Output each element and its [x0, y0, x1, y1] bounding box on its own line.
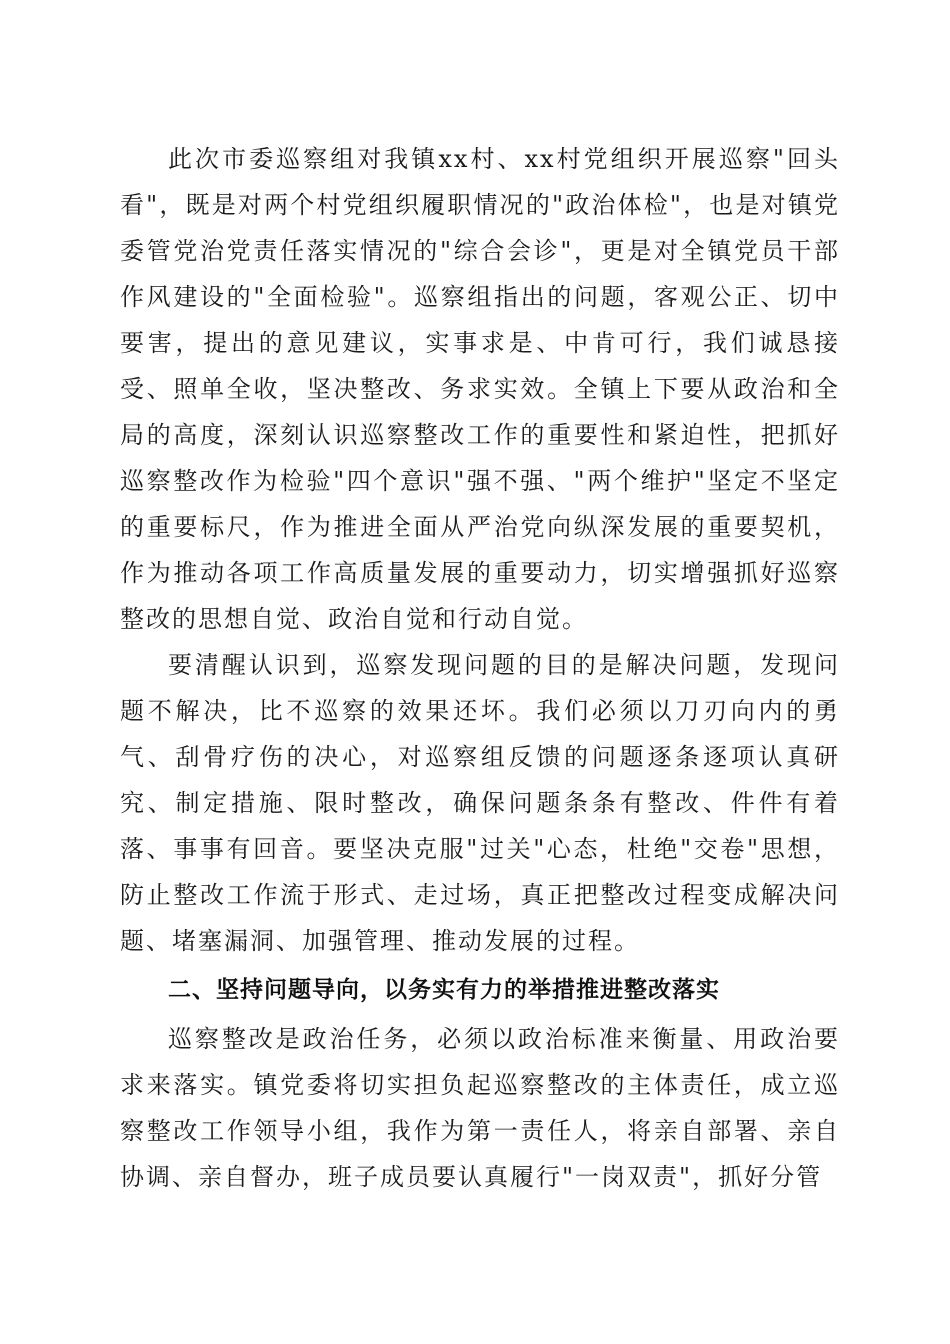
body-paragraph-2: 要清醒认识到，巡察发现问题的目的是解决问题，发现问题不解决，比不巡察的效果还坏。我们必须以刀刃向内的勇气、刮骨疗伤的决心，对巡察组反馈的问题逐条逐项认真研究、制定措施、限时整改，确保问题条条有整改、件件有着落、事事有回音。要坚决克服"过关"心态，杜绝"交卷"思想，防止整改工作流于形式、走过场，真正把整改过程变成解决问题、堵塞漏洞、加强管理、推动发展的过程。 [120, 651, 840, 955]
body-paragraph-3: 巡察整改是政治任务，必须以政治标准来衡量、用政治要求来落实。镇党委将切实担负起巡察整改的主体责任，成立巡察整改工作领导小组，我作为第一责任人，将亲自部署、亲自协调、亲自督办，班子成员要认真履行"一岗双责"，抓好分管 [120, 1025, 840, 1191]
body-paragraph-1: 此次市委巡察组对我镇xx村、xx村党组织开展巡察"回头看"，既是对两个村党组织履职情况的"政治体检"，也是对镇党委管党治党责任落实情况的"综合会诊"，更是对全镇党员干部作风建设的"全面检验"。巡察组指出的问题，客观公正、切中要害，提出的意见建议，实事求是、中肯可行，我们诚恳接受、照单全收，坚决整改、务求实效。全镇上下要从政治和全局的高度，深刻认识巡察整改工作的重要性和紧迫性，把抓好巡察整改作为检验"四个意识"强不强、"两个维护"坚定不坚定的重要标尺，作为推进全面从严治党向纵深发展的重要契机，作为推动各项工作高质量发展的重要动力，切实增强抓好巡察整改的思想自觉、政治自觉和行动自觉。 [120, 145, 840, 633]
document-body [120, 136, 840, 1200]
section-heading: 二、坚持问题导向，以务实有力的举措推进整改落实 [168, 977, 720, 1003]
